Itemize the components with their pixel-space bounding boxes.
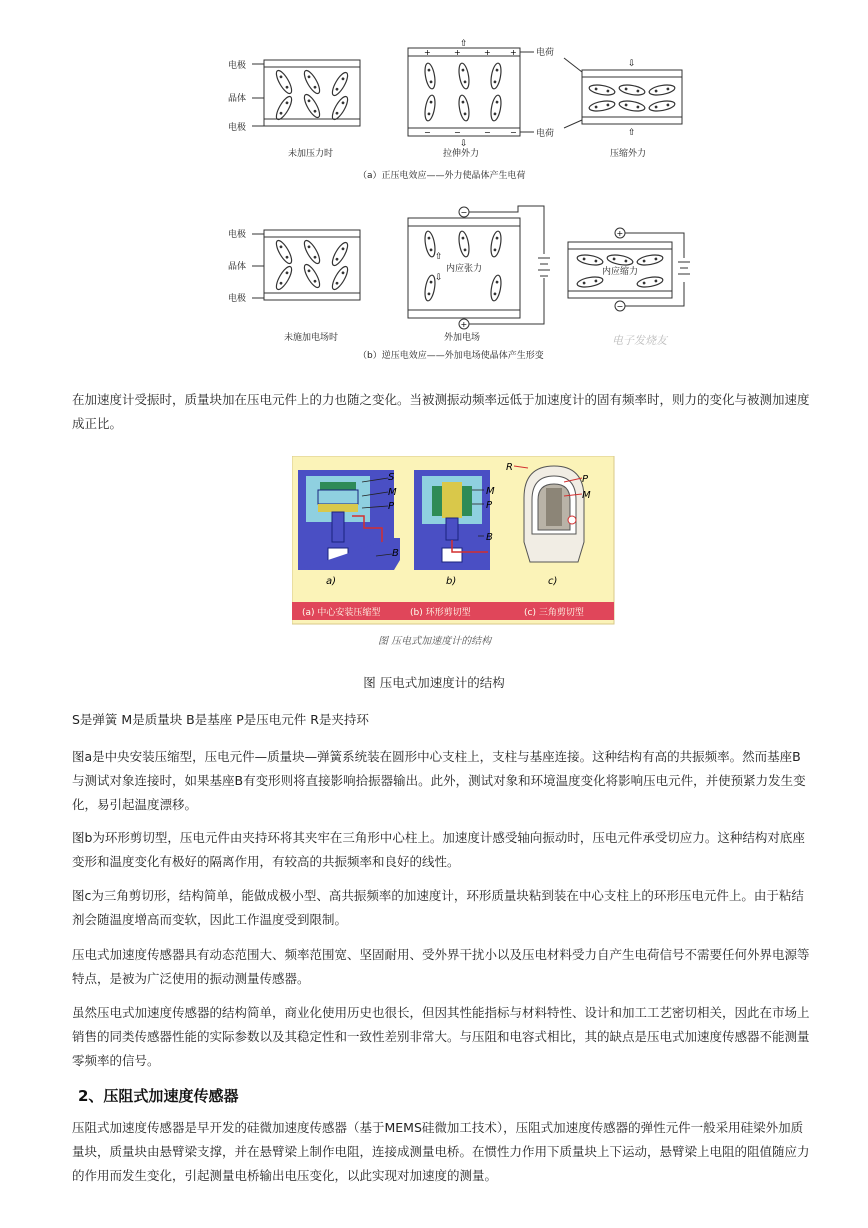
svg-text:−: − bbox=[460, 208, 468, 217]
paragraph-5: 压电式加速度传感器具有动态范围大、频率范围宽、坚固耐用、受外界干扰小以及压电材料受力自产生电荷信号不需要任何外界电源等特点，是被为广泛使用的振动测量传感器。 bbox=[72, 947, 810, 986]
label-b-electrode-bottom: 电极 bbox=[228, 294, 247, 304]
bar-label-c: (c) 三角剪切型 bbox=[524, 608, 584, 618]
label-R: R bbox=[506, 462, 513, 473]
panel-no-field bbox=[252, 230, 360, 300]
bar-label-a: (a) 中心安装压缩型 bbox=[302, 608, 381, 618]
structure-b bbox=[414, 470, 490, 570]
svg-text:−: − bbox=[454, 128, 461, 137]
label-P-a: P bbox=[388, 501, 395, 512]
paragraph-1: 在加速度计受振时，质量块加在压电元件上的力也随之变化。当被测振动频率远低于加速度计的固有频率时，则力的变化与被测加速度成正比。 bbox=[72, 392, 810, 431]
label-internal-compression: 内应缩力 bbox=[602, 267, 639, 277]
svg-text:+: + bbox=[510, 48, 517, 57]
label-internal-tension: 内应张力 bbox=[446, 264, 483, 274]
label-M-c: M bbox=[582, 490, 591, 501]
label-crystal: 晶体 bbox=[228, 94, 247, 104]
label-b-crystal: 晶体 bbox=[228, 262, 247, 272]
caption-compression: 压缩外力 bbox=[610, 149, 647, 159]
svg-text:⇧: ⇧ bbox=[628, 128, 636, 138]
label-B-b: B bbox=[486, 532, 493, 543]
label-B-a: B bbox=[392, 548, 399, 559]
structure-a bbox=[298, 470, 400, 570]
label-P-c: P bbox=[582, 474, 589, 485]
svg-text:+: + bbox=[424, 48, 431, 57]
label-P-b: P bbox=[486, 500, 493, 511]
bar-label-b: (b) 环形剪切型 bbox=[410, 608, 471, 618]
svg-text:+: + bbox=[460, 320, 468, 329]
row-a-title: （a）正压电效应——外力使晶体产生电荷 bbox=[358, 171, 526, 181]
piezo-effect-figure bbox=[228, 38, 698, 364]
panel-no-pressure bbox=[252, 60, 360, 126]
sub-label-b: b) bbox=[446, 576, 457, 587]
svg-text:⇧: ⇧ bbox=[460, 39, 468, 49]
svg-text:⇧: ⇧ bbox=[435, 252, 443, 262]
label-charge-top: 电荷 bbox=[536, 48, 555, 58]
paragraph-6: 虽然压电式加速度传感器的结构简单，商业化使用历史也很长，但因其性能指标与材料特性、设计和加工工艺密切相关，因此在市场上销售的同类传感器性能的实际参数以及其稳定性和一致性差别非常大。与压阻和电容式相比，其的缺点是压电式加速度传感器不能测量零频率的信号。 bbox=[72, 1005, 810, 1068]
sub-label-c: c) bbox=[548, 576, 558, 587]
svg-text:⇩: ⇩ bbox=[435, 273, 443, 283]
svg-text:−: − bbox=[424, 128, 431, 137]
label-M-b: M bbox=[486, 486, 495, 497]
label-M-a: M bbox=[388, 487, 397, 498]
paragraph-4: 图c为三角剪切形，结构简单，能做成极小型、高共振频率的加速度计，环形质量块粘到装在中心支柱上的环形压电元件上。由于粘结剂会随温度增高而变软，因此工作温度受到限制。 bbox=[72, 888, 804, 927]
label-electrode-top: 电极 bbox=[228, 61, 247, 71]
svg-text:+: + bbox=[484, 48, 491, 57]
svg-text:⇩: ⇩ bbox=[628, 59, 636, 69]
sub-label-a: a) bbox=[326, 576, 337, 587]
figure-caption: 图 压电式加速度计的结构 bbox=[363, 675, 505, 690]
paragraph-2: 图a是中央安装压缩型，压电元件—质量块—弹簧系统装在圆形中心支柱上，支柱与基座连接。这种结构有高的共振频率。然而基座B与测试对象连接时，如果基座B有变形则将直接影响拾振器输出。此外，测试对象和环境温度变化将影响压电元件，并使预紧力发生变化，易引起温度漂移。 bbox=[72, 749, 806, 812]
caption-tension: 拉伸外力 bbox=[443, 149, 480, 159]
paragraph-7: 压阻式加速度传感器是早开发的硅微加速度传感器（基于MEMS硅微加工技术），压阻式加速度传感器的弹性元件一般采用硅梁外加质量块，质量块由悬臂梁支撑，并在悬臂梁上制作电阻，连接成测量电桥。在惯性力作用下质量块上下运动，悬臂梁上电阻的阻值随应力的作用而发生变化，引起测量电桥输出电压变化，以此实现对加速度的测量。 bbox=[72, 1120, 810, 1183]
section-heading: 2、压阻式加速度传感器 bbox=[78, 1087, 239, 1105]
panel-compression bbox=[564, 58, 682, 138]
label-electrode-bottom: 电极 bbox=[228, 123, 247, 133]
watermark: 电子发烧友 bbox=[612, 334, 667, 347]
label-S: S bbox=[388, 472, 395, 483]
caption-no-pressure: 未加压力时 bbox=[288, 149, 334, 159]
label-charge-bottom: 电荷 bbox=[536, 129, 555, 139]
caption-no-field: 未施加电场时 bbox=[284, 333, 339, 343]
panel-tension bbox=[408, 39, 534, 149]
caption-external-field: 外加电场 bbox=[444, 333, 481, 343]
row-b-title: （b）逆压电效应——外加电场使晶体产生形变 bbox=[358, 351, 544, 361]
figure2-inner-caption: 图 压电式加速度计的结构 bbox=[378, 636, 492, 647]
svg-text:−: − bbox=[616, 302, 624, 311]
svg-text:+: + bbox=[454, 48, 461, 57]
label-b-electrode-top: 电极 bbox=[228, 230, 247, 240]
paragraph-3: 图b为环形剪切型，压电元件由夹持环将其夹牢在三角形中心柱上。加速度计感受轴向振动时，压电元件承受切应力。这种结构对底座变形和温度变化有极好的隔离作用，有较高的共振频率和良好的线性。 bbox=[72, 830, 805, 869]
svg-text:+: + bbox=[616, 229, 624, 238]
svg-text:⇩: ⇩ bbox=[460, 139, 468, 149]
svg-text:−: − bbox=[484, 128, 491, 137]
svg-text:−: − bbox=[510, 128, 517, 137]
legend-text: S是弹簧 M是质量块 B是基座 P是压电元件 R是夹持环 bbox=[72, 712, 369, 727]
accelerometer-structure-figure bbox=[292, 456, 618, 652]
